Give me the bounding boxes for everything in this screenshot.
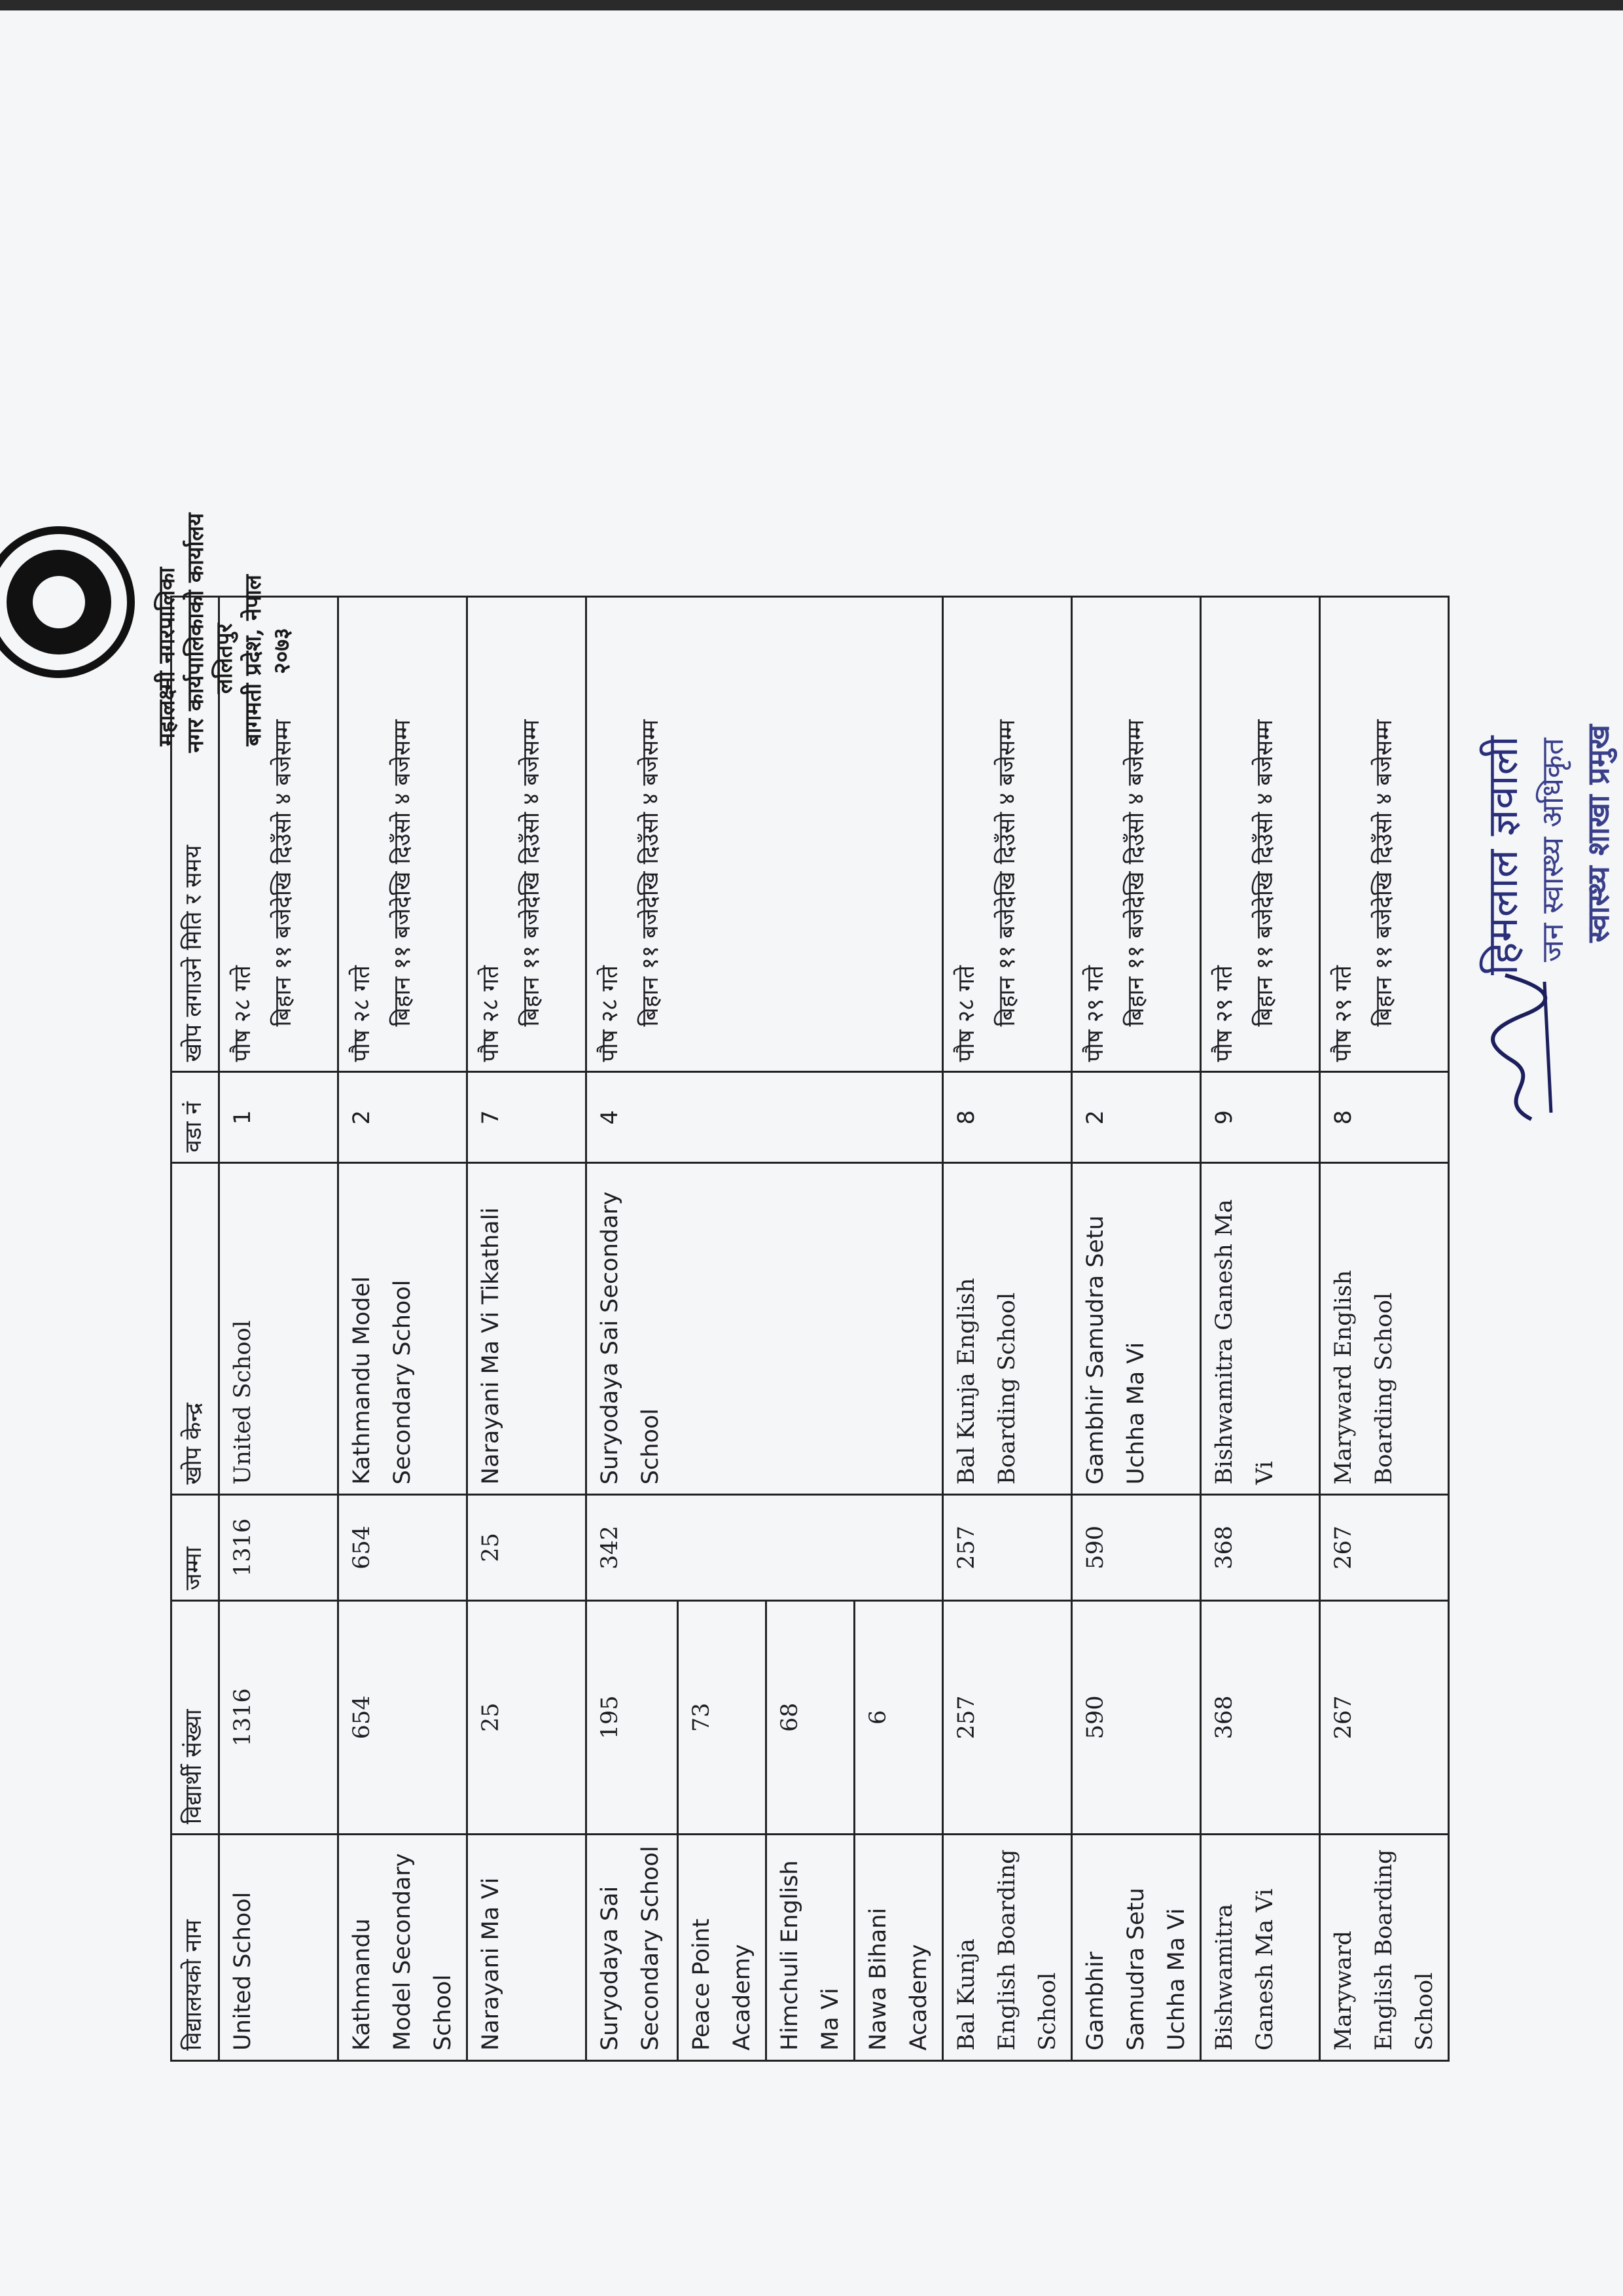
total-count: 368 xyxy=(1201,1495,1320,1600)
vaccination-date: पौष २८ गते xyxy=(954,965,980,1062)
total-count: 25 xyxy=(467,1495,586,1600)
date-time-cell xyxy=(467,597,586,1072)
vaccination-center: United School xyxy=(219,1162,338,1494)
total-count: 267 xyxy=(1320,1495,1449,1600)
date-time-cell xyxy=(943,597,1072,1072)
school-name: Maryward English Boarding School xyxy=(1320,1835,1449,2061)
vaccination-date: पौष २९ गते xyxy=(1211,965,1238,1062)
student-count: 1316 xyxy=(219,1600,338,1834)
vaccination-center: Narayani Ma Vi Tikathali xyxy=(467,1162,586,1494)
table-row xyxy=(1072,597,1201,2061)
table-row xyxy=(219,597,338,2061)
ward-number: 9 xyxy=(1201,1072,1320,1162)
vaccination-date: पौष २९ गते xyxy=(1082,965,1109,1062)
vaccination-time: बिहान ११ बजेदेखि दिउँसो ४ बजेसम्म xyxy=(1123,719,1149,1027)
school-name: Gambhir Samudra Setu Uchha Ma Vi xyxy=(1072,1835,1201,2061)
table-row xyxy=(586,597,678,2061)
total-count: 590 xyxy=(1072,1495,1201,1600)
vaccination-time: बिहान ११ बजेदेखि दिउँसो ४ बजेसम्म xyxy=(518,719,544,1027)
student-count: 73 xyxy=(678,1600,766,1834)
school-name: Bal Kunja English Boarding School xyxy=(943,1835,1072,2061)
signatory-name: हिमलाल ज्ञवाली xyxy=(1479,736,1527,975)
vaccination-center: Bishwamitra Ganesh Ma Vi xyxy=(1201,1162,1320,1494)
date-time-cell xyxy=(1320,597,1449,1072)
student-count: 654 xyxy=(338,1600,467,1834)
ward-number: 7 xyxy=(467,1072,586,1162)
vaccination-time: बिहान ११ बजेदेखि दिउँसो ४ बजेसम्म xyxy=(994,719,1020,1027)
seal-line-1: महालक्ष्मी नगरपालिका xyxy=(154,567,180,746)
municipality-seal xyxy=(0,504,157,700)
table-header-row xyxy=(171,597,219,2061)
ward-number: 8 xyxy=(1320,1072,1449,1162)
school-name: Kathmandu Model Secondary School xyxy=(338,1835,467,2061)
date-time-cell xyxy=(1072,597,1201,1072)
vaccination-time: बिहान ११ बजेदेखि दिउँसो ४ बजेसम्म xyxy=(1252,719,1278,1027)
date-time-cell xyxy=(1201,597,1320,1072)
total-count: 257 xyxy=(943,1495,1072,1600)
vaccination-date: पौष २९ गते xyxy=(1330,965,1357,1062)
table-row xyxy=(467,597,586,2061)
rotated-document xyxy=(154,512,1616,2081)
date-time-cell xyxy=(338,597,467,1072)
vaccination-date: पौष २८ गते xyxy=(349,965,375,1062)
header-ward-number: वडा नं xyxy=(171,1072,219,1162)
student-count: 257 xyxy=(943,1600,1072,1834)
ward-number: 4 xyxy=(586,1072,943,1162)
table-row xyxy=(943,597,1072,2061)
school-name: Himchuli English Ma Vi xyxy=(766,1835,855,2061)
school-name: Nawa Bihani Academy xyxy=(855,1835,943,2061)
vaccination-time: बिहान ११ बजेदेखि दिउँसो ४ बजेसम्म xyxy=(389,719,416,1027)
student-count: 368 xyxy=(1201,1600,1320,1834)
vaccination-center: Maryward English Boarding School xyxy=(1320,1162,1449,1494)
seal-emblem-icon xyxy=(0,504,157,700)
vaccination-date: पौष २८ गते xyxy=(597,965,623,1062)
vaccination-schedule-table xyxy=(170,596,1450,2062)
ward-number: 1 xyxy=(219,1072,338,1162)
signatory-title: जन स्वास्थ्य अधिकृत xyxy=(1535,738,1570,962)
vaccination-time: बिहान ११ बजेदेखि दिउँसो ४ बजेसम्म xyxy=(637,719,664,1027)
student-count: 25 xyxy=(467,1600,586,1834)
seal-line-3: ललितपुर xyxy=(211,623,238,694)
student-count: 68 xyxy=(766,1600,855,1834)
vaccination-center: Gambhir Samudra Setu Uchha Ma Vi xyxy=(1072,1162,1201,1494)
vaccination-center: Suryodaya Sai Secondary School xyxy=(586,1162,943,1494)
date-time-cell xyxy=(586,597,943,1072)
school-name: Bishwamitra Ganesh Ma Vi xyxy=(1201,1835,1320,2061)
total-count: 654 xyxy=(338,1495,467,1600)
vaccination-date: पौष २८ गते xyxy=(478,965,504,1062)
vaccination-center: Kathmandu Model Secondary School xyxy=(338,1162,467,1494)
total-count: 1316 xyxy=(219,1495,338,1600)
header-school-name: विद्यालयको नाम xyxy=(171,1835,219,2061)
table-row xyxy=(1201,597,1320,2061)
vaccination-time: बिहान ११ बजेदेखि दिउँसो ४ बजेसम्म xyxy=(1371,719,1397,1027)
school-name: United School xyxy=(219,1835,338,2061)
vaccination-center: Bal Kunja English Boarding School xyxy=(943,1162,1072,1494)
header-total: जम्मा xyxy=(171,1495,219,1600)
table-row xyxy=(1320,597,1449,2061)
vaccination-time: बिहान ११ बजेदेखि दिउँसो ४ बजेसम्म xyxy=(270,719,296,1027)
table-row xyxy=(338,597,467,2061)
seal-line-5: २०७३ xyxy=(269,628,295,674)
ward-number: 2 xyxy=(338,1072,467,1162)
student-count: 267 xyxy=(1320,1600,1449,1834)
header-vaccination-center: खोप केन्द्र xyxy=(171,1162,219,1494)
seal-line-2: नगर कार्यपालिकाको कार्यालय xyxy=(183,512,209,753)
official-signature-block xyxy=(1453,615,1623,1126)
ward-number: 2 xyxy=(1072,1072,1201,1162)
signatory-department: स्वास्थ्य शाखा प्रमुख xyxy=(1580,725,1616,942)
handwritten-signature-icon xyxy=(1453,969,1584,1126)
student-count: 6 xyxy=(855,1600,943,1834)
school-name: Suryodaya Sai Secondary School xyxy=(586,1835,678,2061)
school-name: Peace Point Academy xyxy=(678,1835,766,2061)
header-student-count: विद्यार्थी संख्या xyxy=(171,1600,219,1834)
vaccination-date: पौष २८ गते xyxy=(230,965,256,1062)
scan-top-edge xyxy=(0,0,1623,10)
seal-line-4: बागमती प्रदेश, नेपाल xyxy=(240,575,266,746)
student-count: 195 xyxy=(586,1600,678,1834)
ward-number: 8 xyxy=(943,1072,1072,1162)
school-name: Narayani Ma Vi xyxy=(467,1835,586,2061)
total-count: 342 xyxy=(586,1495,943,1600)
student-count: 590 xyxy=(1072,1600,1201,1834)
header-date-time: खोप लगाउने मिति र समय xyxy=(171,597,219,1072)
